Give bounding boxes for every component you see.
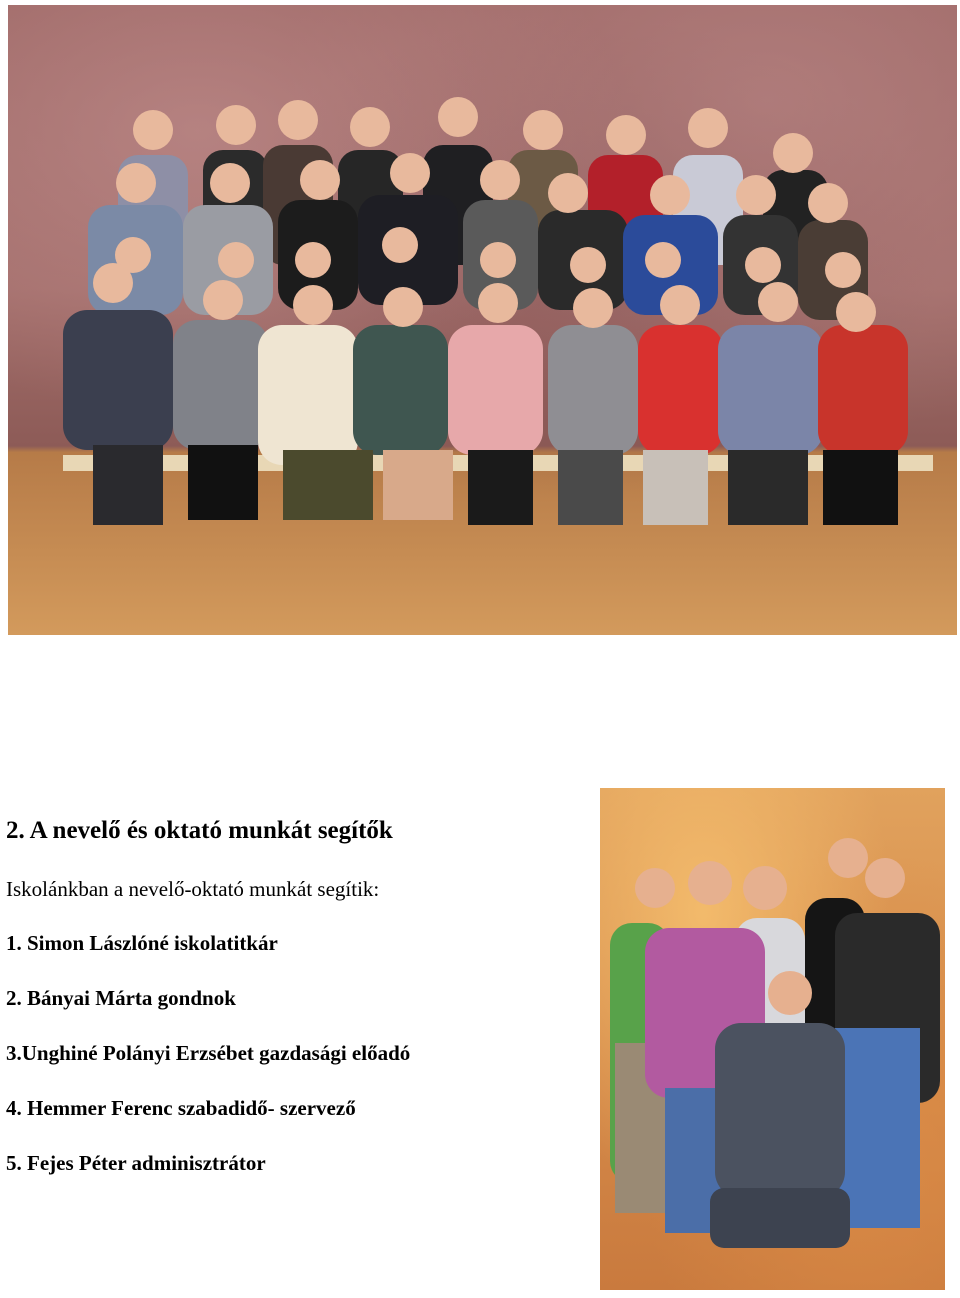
support-staff-illustration	[600, 788, 945, 1290]
support-staff-photo	[600, 788, 945, 1290]
faculty-group-illustration	[8, 5, 957, 635]
list-item: 5. Fejes Péter adminisztrátor	[6, 1151, 266, 1175]
list-item: 1. Simon Lászlóné iskolatitkár	[6, 931, 278, 955]
list-item: 2. Bányai Márta gondnok	[6, 986, 236, 1010]
list-item: 3.Unghiné Polányi Erzsébet gazdasági előadó	[6, 1041, 411, 1065]
support-staff-list	[6, 928, 410, 1203]
section-heading: 2. A nevelő és oktató munkát segítők	[6, 817, 393, 844]
list-item: 4. Hemmer Ferenc szabadidő- szervező	[6, 1096, 356, 1120]
section-intro: Iskolánkban a nevelő-oktató munkát segítik:	[6, 877, 380, 901]
faculty-group-photo	[8, 5, 957, 635]
